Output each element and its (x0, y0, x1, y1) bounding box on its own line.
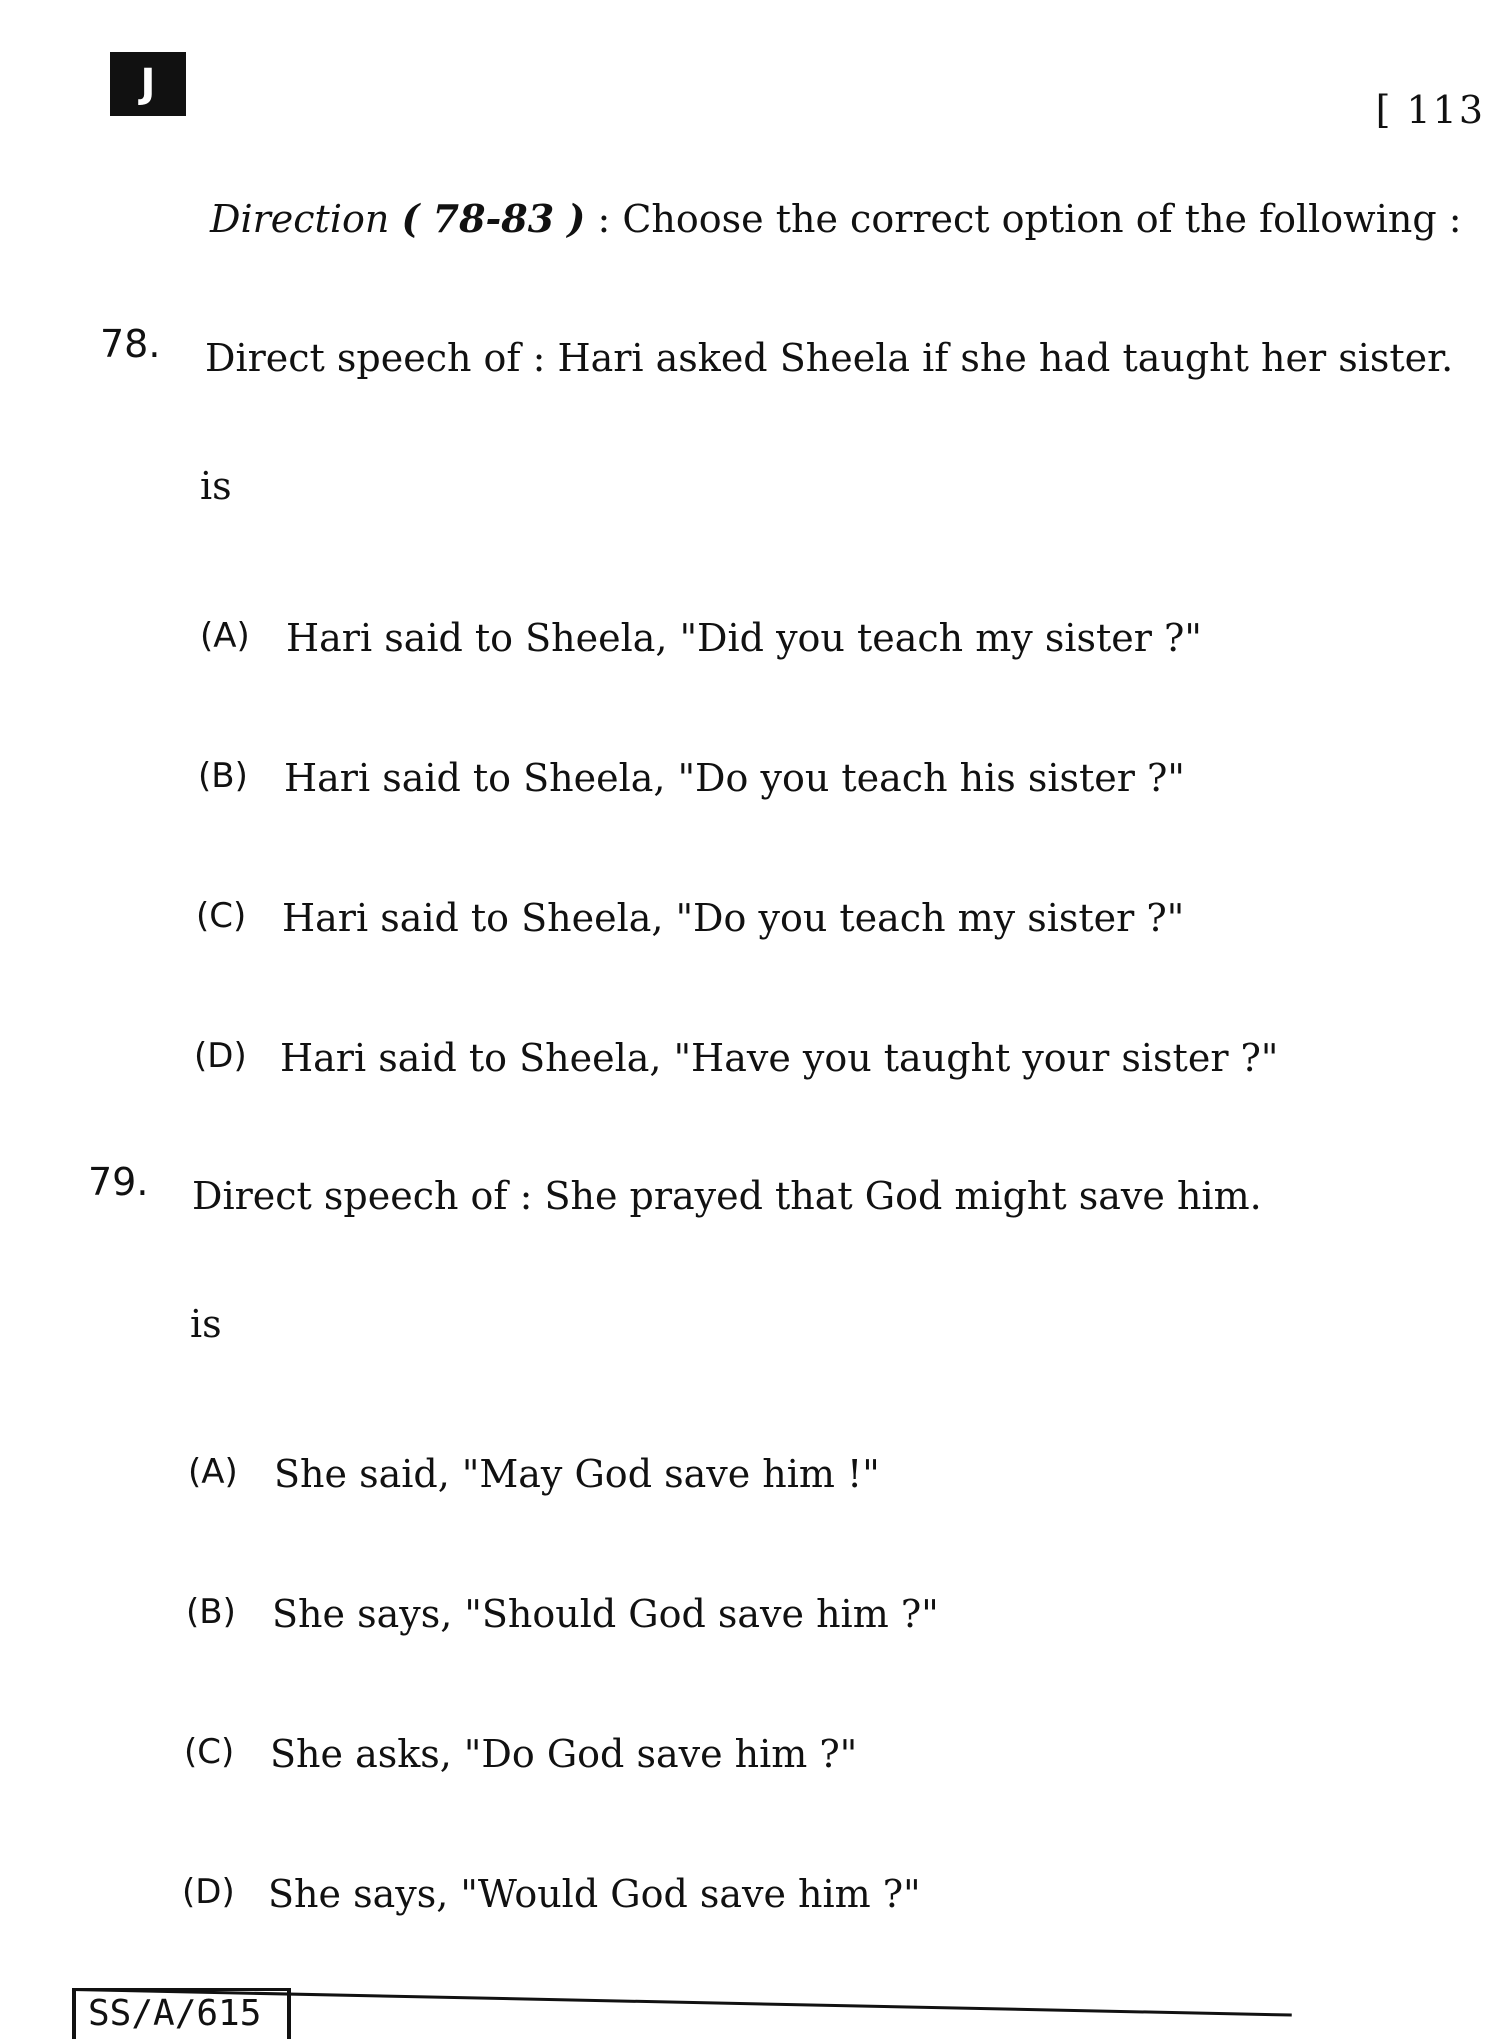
option-b[interactable] (198, 756, 1185, 800)
option-text: Hari said to Sheela, "Have you taught your sister ?" (280, 1036, 1279, 1080)
option-letter: (B) (198, 756, 248, 796)
option-b[interactable] (186, 1592, 939, 1636)
option-d[interactable] (182, 1872, 921, 1916)
option-a[interactable] (200, 616, 1202, 660)
page-number: [ 113 (1375, 88, 1485, 132)
option-letter: (C) (184, 1732, 235, 1772)
option-letter: (B) (186, 1592, 236, 1632)
question-text: Direct speech of : Hari asked Sheela if she had taught her sister. (205, 336, 1454, 380)
direction-range: ( 78-83 ) (401, 196, 586, 241)
option-a[interactable] (188, 1452, 880, 1496)
question-is: is (190, 1302, 222, 1346)
question-text: Direct speech of : She prayed that God might save him. (192, 1174, 1262, 1218)
option-letter: (C) (196, 896, 247, 936)
option-c[interactable] (184, 1732, 857, 1776)
option-c[interactable] (196, 896, 1184, 940)
direction-instruction (210, 196, 1462, 241)
option-text: Hari said to Sheela, "Did you teach my sister ?" (286, 616, 1202, 660)
option-text: She says, "Would God save him ?" (268, 1872, 921, 1916)
option-letter: (A) (200, 616, 250, 656)
paper-code: SS/A/615 (72, 1988, 291, 2039)
set-code-badge: J (110, 52, 186, 116)
direction-label: Direction (210, 197, 390, 241)
option-text: She asks, "Do God save him ?" (270, 1732, 858, 1776)
option-letter: (D) (194, 1036, 247, 1076)
question-number: 78. (100, 322, 161, 366)
option-letter: (D) (182, 1872, 235, 1912)
question-is: is (200, 464, 232, 508)
option-text: Hari said to Sheela, "Do you teach his sister ?" (284, 756, 1185, 800)
question-number: 79. (88, 1160, 149, 1204)
option-letter: (A) (188, 1452, 238, 1492)
option-d[interactable] (194, 1036, 1278, 1080)
option-text: Hari said to Sheela, "Do you teach my sister ?" (282, 896, 1185, 940)
option-text: She said, "May God save him !" (274, 1452, 880, 1496)
direction-text: : Choose the correct option of the following : (585, 197, 1462, 241)
option-text: She says, "Should God save him ?" (272, 1592, 939, 1636)
